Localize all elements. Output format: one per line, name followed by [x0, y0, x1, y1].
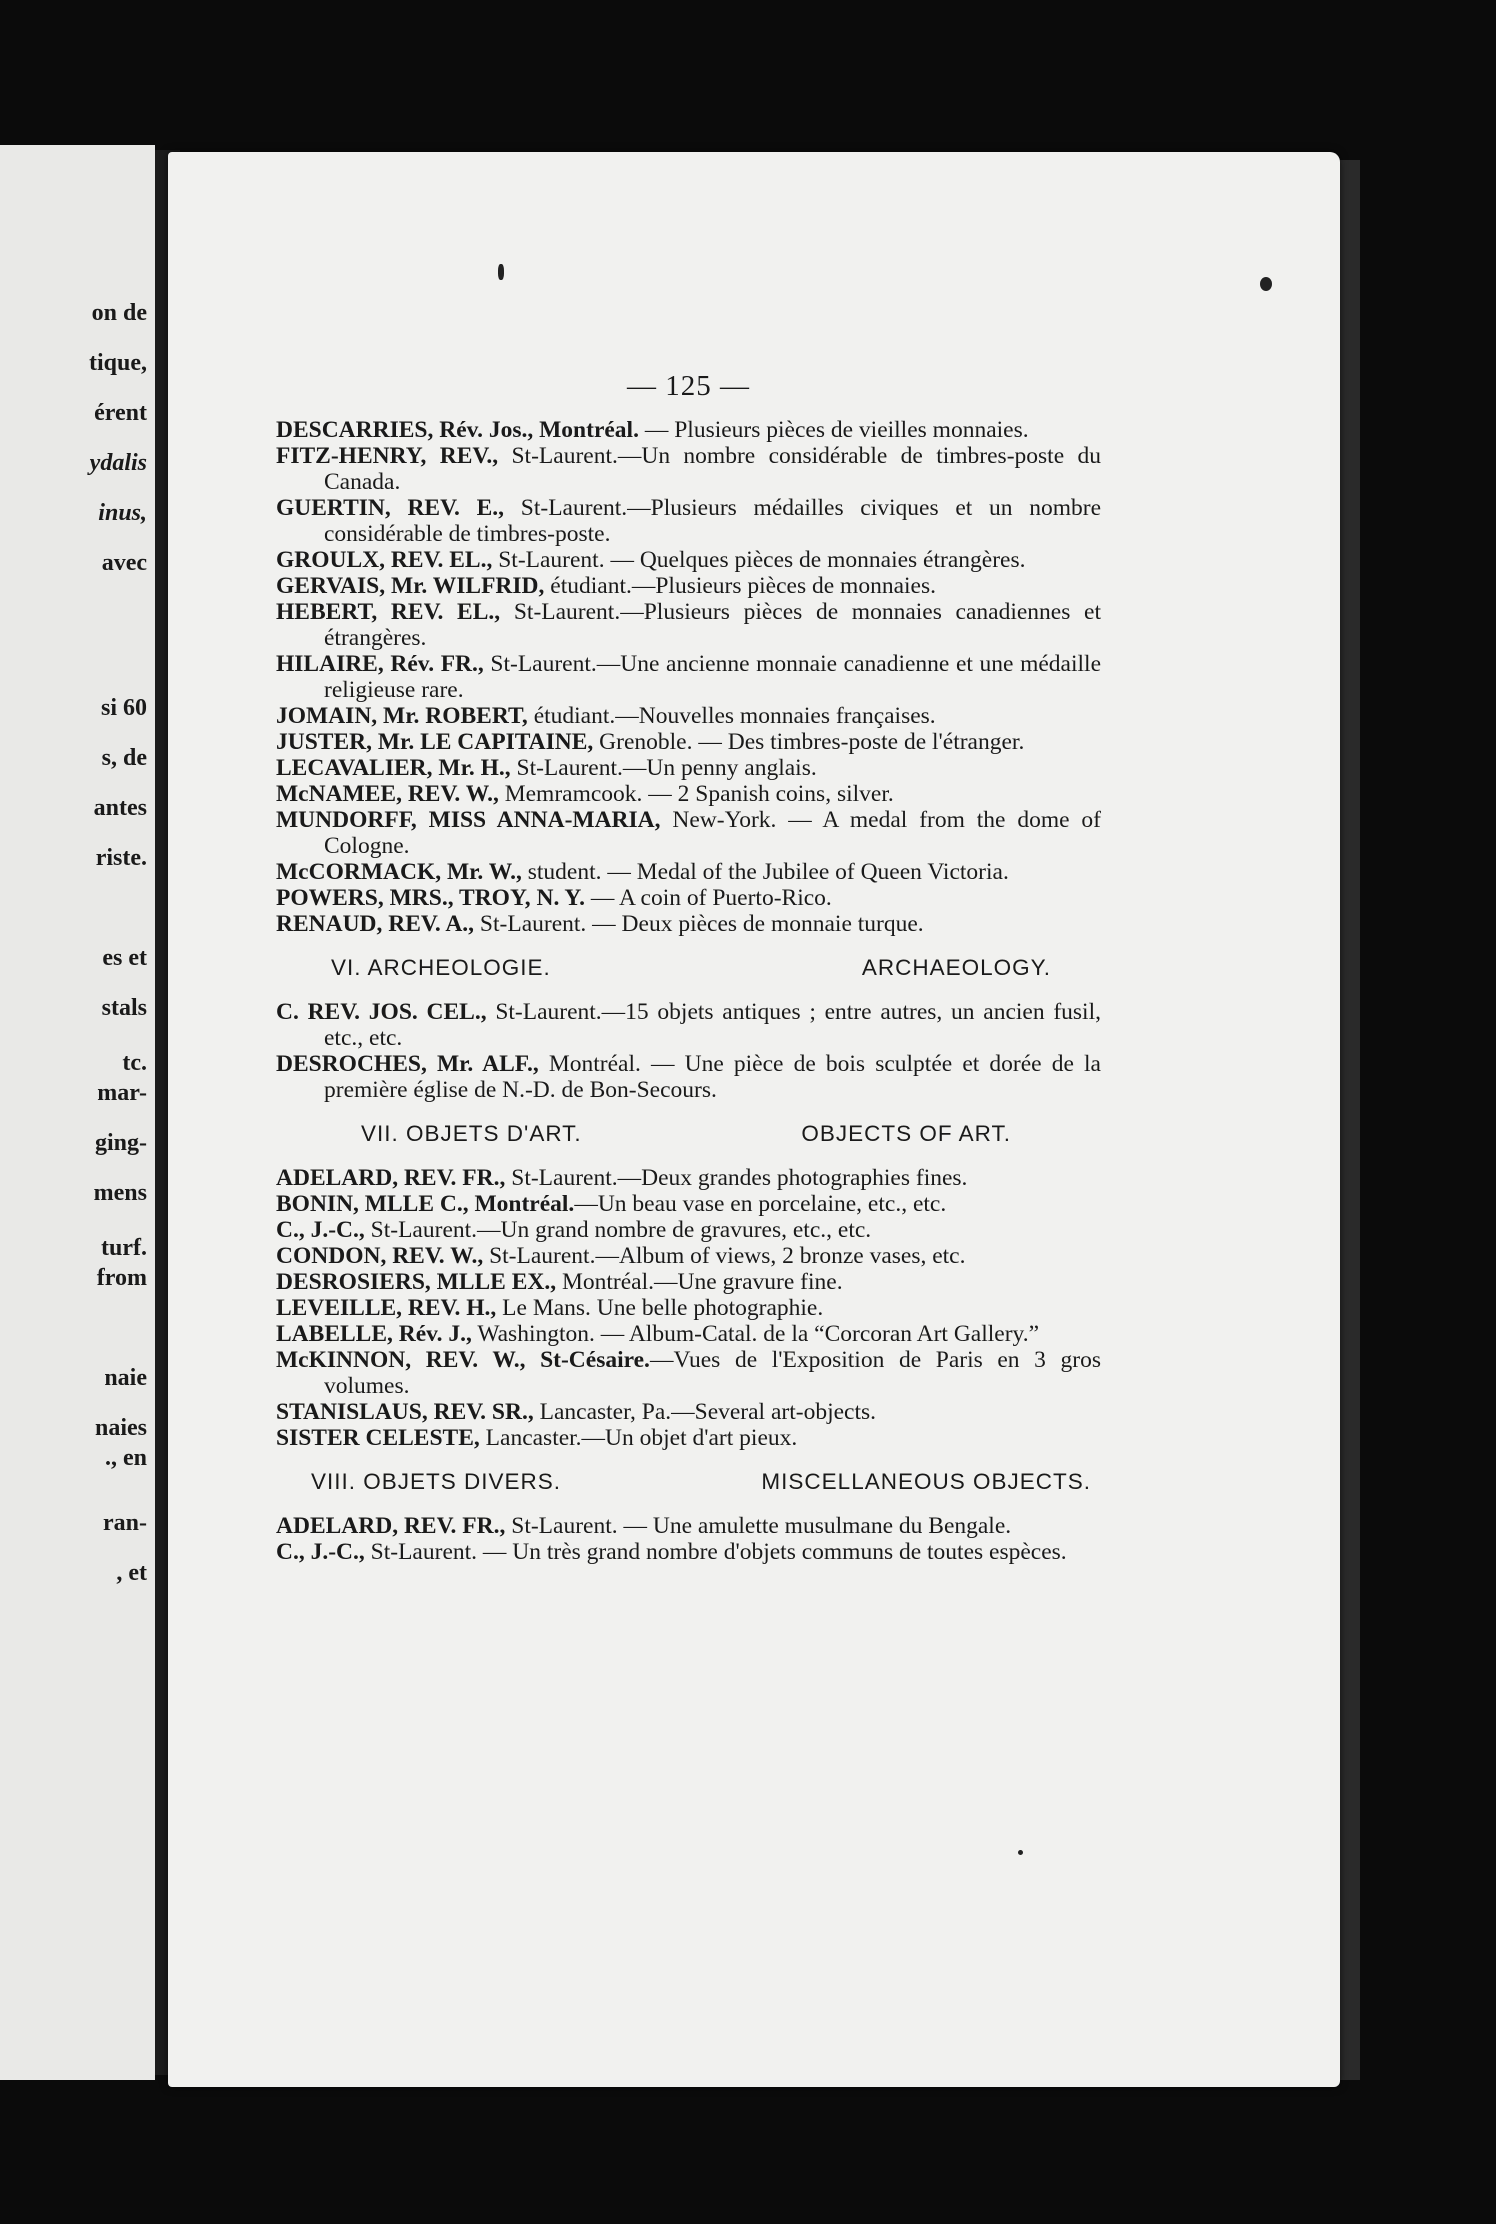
page-number: — 125 —: [627, 370, 750, 402]
entry: [276, 1513, 1101, 1539]
entry-donor-name: C., J.-C.,: [276, 1217, 365, 1243]
entry-donor-name: FITZ-HENRY, REV.,: [276, 443, 499, 469]
entry-donor-name: BONIN, MLLE C., Montréal.: [276, 1191, 575, 1217]
section-heading-miscellaneous: [311, 1469, 1091, 1495]
entry-description: St-Laurent.—Deux grandes photographies fines.: [505, 1165, 968, 1191]
entry-donor-name: SISTER CELESTE,: [276, 1425, 480, 1451]
entry-donor-name: GUERTIN, REV. E.,: [276, 495, 505, 521]
entry: [276, 1321, 1101, 1347]
entry-donor-name: McKINNON, REV. W., St-Césaire.: [276, 1347, 650, 1373]
previous-page-line: mens: [93, 1180, 147, 1206]
previous-page-fragment: [0, 145, 155, 2080]
entry-description: Lancaster, Pa.—Several art-objects.: [533, 1399, 877, 1425]
entry-description: — Plusieurs pièces de vieilles monnaies.: [638, 417, 1029, 443]
heading-fr: VII. OBJETS D'ART.: [361, 1121, 582, 1146]
entry: [276, 729, 1101, 755]
entry-description: St-Laurent. — Un très grand nombre d'objets communs de toutes espèces.: [364, 1539, 1067, 1565]
entry-donor-name: GERVAIS, Mr. WILFRID,: [276, 573, 545, 599]
entry-description: St-Laurent.—Plusieurs médailles civiques et un nombre considérable de timbres-poste.: [324, 495, 1102, 547]
entry-donor-name: LECAVALIER, Mr. H.,: [276, 755, 511, 781]
entry-donor-name: HEBERT, REV. EL.,: [276, 599, 501, 625]
entry-donor-name: McNAMEE, REV. W.,: [276, 781, 499, 807]
heading-fr: VIII. OBJETS DIVERS.: [311, 1469, 562, 1494]
entry-donor-name: MUNDORFF, MISS ANNA-MARIA,: [276, 807, 661, 833]
entry: [276, 651, 1101, 703]
archeology-list: [276, 999, 1101, 1103]
previous-page-line: es et: [102, 945, 147, 971]
entry-donor-name: DESROSIERS, MLLE EX.,: [276, 1269, 557, 1295]
entry-description: — A coin of Puerto-Rico.: [585, 885, 832, 911]
entry-description: St-Laurent.—Un grand nombre de gravures, etc., etc.: [364, 1217, 872, 1243]
section-heading-art: [361, 1121, 1011, 1147]
entry-donor-name: STANISLAUS, REV. SR.,: [276, 1399, 534, 1425]
previous-page-line: naie: [104, 1365, 147, 1391]
miscellaneous-list: [276, 1513, 1101, 1565]
previous-page-line: antes: [93, 795, 147, 821]
page-edge-shadow: [1338, 160, 1360, 2080]
entry-description: Lancaster.—Un objet d'art pieux.: [479, 1425, 798, 1451]
entry-donor-name: C., J.-C.,: [276, 1539, 365, 1565]
ink-speck: [1018, 1850, 1023, 1855]
section-heading-archeology: [331, 955, 1051, 981]
entry: [276, 999, 1101, 1051]
entry: [276, 1539, 1101, 1565]
entry-donor-name: JOMAIN, Mr. ROBERT,: [276, 703, 528, 729]
entry-description: —Vues de l'Exposition de Paris en 3 gros volumes.: [324, 1347, 1101, 1399]
entry-donor-name: DESCARRIES, Rév. Jos., Montréal.: [276, 417, 639, 443]
page-125: [168, 152, 1340, 2087]
entry: [276, 495, 1101, 547]
entry-donor-name: McCORMACK, Mr. W.,: [276, 859, 522, 885]
entry-description: St-Laurent.—Album of views, 2 bronze vases, etc.: [483, 1243, 966, 1269]
heading-fr: VI. ARCHEOLOGIE.: [331, 955, 551, 980]
entry: [276, 1165, 1101, 1191]
previous-page-line: tique,: [88, 350, 147, 376]
previous-page-line: riste.: [95, 845, 147, 871]
entry-donor-name: GROULX, REV. EL.,: [276, 547, 493, 573]
entry: [276, 1347, 1101, 1399]
previous-page-line: érent: [94, 400, 147, 426]
previous-page-line: on de: [91, 300, 147, 326]
entry-donor-name: CONDON, REV. W.,: [276, 1243, 484, 1269]
heading-en: MISCELLANEOUS OBJECTS.: [761, 1469, 1091, 1494]
previous-page-line: inus,: [98, 500, 147, 526]
entry: [276, 1051, 1101, 1103]
previous-page-line: turf.: [101, 1235, 147, 1261]
previous-page-line: ., en: [105, 1445, 147, 1471]
heading-en: ARCHAEOLOGY.: [861, 955, 1051, 980]
entry: [276, 1191, 1101, 1217]
entry-description: St-Laurent.—Un penny anglais.: [510, 755, 817, 781]
previous-page-line: tc.: [122, 1050, 147, 1076]
previous-page-line: ydalis: [89, 450, 147, 476]
entry: [276, 443, 1101, 495]
entry-donor-name: DESROCHES, Mr. ALF.,: [276, 1051, 539, 1077]
entry-donor-name: POWERS, MRS., TROY, N. Y.: [276, 885, 586, 911]
entry: [276, 703, 1101, 729]
entry-donor-name: ADELARD, REV. FR.,: [276, 1513, 506, 1539]
heading-en: OBJECTS OF ART.: [801, 1121, 1011, 1146]
page-content: [276, 370, 1101, 1565]
entry-donor-name: LEVEILLE, REV. H.,: [276, 1295, 497, 1321]
entry-description: St-Laurent. — Quelques pièces de monnaies étrangères.: [492, 547, 1026, 573]
previous-page-line: naies: [94, 1415, 147, 1441]
entry: [276, 1425, 1101, 1451]
entry-description: St-Laurent.—Un nombre considérable de timbres-poste du Canada.: [324, 443, 1101, 495]
entry-description: Le Mans. Une belle photographie.: [496, 1295, 824, 1321]
entry: [276, 807, 1101, 859]
entry-donor-name: RENAUD, REV. A.,: [276, 911, 475, 937]
entry-description: étudiant.—Nouvelles monnaies françaises.: [527, 703, 936, 729]
entry-description: student. — Medal of the Jubilee of Queen Victoria.: [521, 859, 1009, 885]
entry-description: New-York. — A medal from the dome of Cologne.: [324, 807, 1101, 859]
entry-donor-name: JUSTER, Mr. LE CAPITAINE,: [276, 729, 594, 755]
entry-description: Montréal.—Une gravure fine.: [556, 1269, 843, 1295]
entry-description: St-Laurent.—Plusieurs pièces de monnaies canadiennes et étrangères.: [324, 599, 1102, 651]
previous-page-line: stals: [101, 995, 147, 1021]
previous-page-line: si 60: [100, 695, 147, 721]
entry-donor-name: LABELLE, Rév. J.,: [276, 1321, 472, 1347]
entry: [276, 781, 1101, 807]
entry: [276, 1295, 1101, 1321]
previous-page-line: from: [96, 1265, 147, 1291]
entry-donor-name: HILAIRE, Rév. FR.,: [276, 651, 484, 677]
entry-description: St-Laurent.—15 objets antiques ; entre autres, un ancien fusil, etc., etc.: [324, 999, 1101, 1051]
entry-donor-name: ADELARD, REV. FR.,: [276, 1165, 506, 1191]
entry-description: —Un beau vase en porcelaine, etc., etc.: [574, 1191, 947, 1217]
previous-page-line: avec: [101, 550, 147, 576]
entry: [276, 547, 1101, 573]
entry: [276, 1217, 1101, 1243]
ink-speck: [498, 264, 504, 280]
entry: [276, 573, 1101, 599]
art-objects-list: [276, 1165, 1101, 1451]
entry: [276, 885, 1101, 911]
entry-description: St-Laurent.—Une ancienne monnaie canadienne et une médaille religieuse rare.: [324, 651, 1102, 703]
entry-description: étudiant.—Plusieurs pièces de monnaies.: [544, 573, 936, 599]
previous-page-line: s, de: [101, 745, 147, 771]
ink-speck: [1260, 277, 1272, 291]
entry-description: St-Laurent. — Une amulette musulmane du Bengale.: [505, 1513, 1012, 1539]
entry: [276, 755, 1101, 781]
entry-description: Memramcook. — 2 Spanish coins, silver.: [498, 781, 894, 807]
entry-donor-name: C. REV. JOS. CEL.,: [276, 999, 487, 1025]
entry: [276, 1399, 1101, 1425]
entry: [276, 1269, 1101, 1295]
entry-description: Montréal. — Une pièce de bois sculptée et dorée de la première église de N.-D. de Bon-Secours.: [324, 1051, 1101, 1103]
entry: [276, 859, 1101, 885]
previous-page-line: , et: [116, 1560, 147, 1586]
entry: [276, 417, 1101, 443]
previous-page-line: ging-: [94, 1130, 147, 1156]
entry-description: St-Laurent. — Deux pièces de monnaie turque.: [474, 911, 924, 937]
entry: [276, 1243, 1101, 1269]
entry-description: Washington. — Album-Catal. de la “Corcoran Art Gallery.”: [471, 1321, 1040, 1347]
previous-page-line: ran-: [103, 1510, 147, 1536]
numismatics-list: [276, 417, 1101, 937]
entry-description: Grenoble. — Des timbres-poste de l'étranger.: [593, 729, 1025, 755]
previous-page-line: mar-: [97, 1080, 147, 1106]
entry: [276, 911, 1101, 937]
entry: [276, 599, 1101, 651]
